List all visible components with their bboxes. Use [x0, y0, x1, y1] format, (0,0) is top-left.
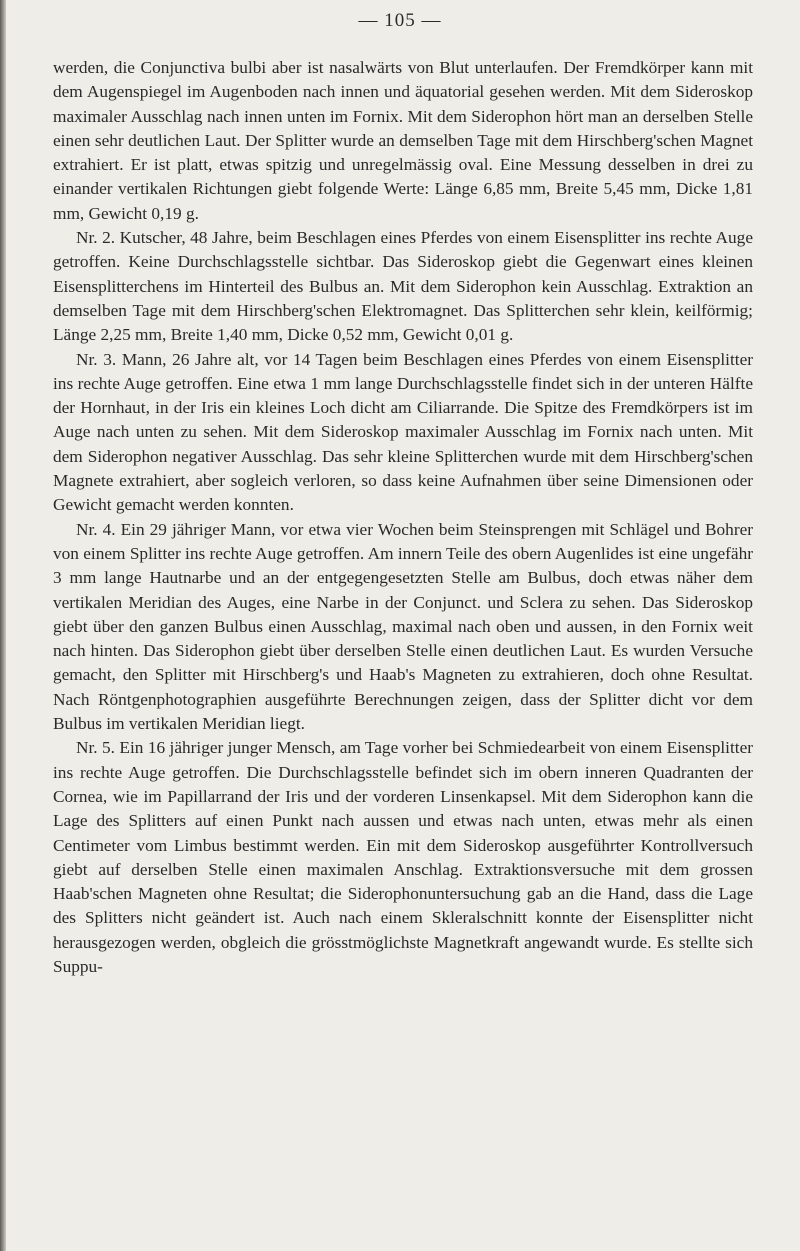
paragraph-case-5: Nr. 5. Ein 16 jähriger junger Mensch, am Tage vorher bei Schmiedearbeit von einem Eisensplitter ins rechte Auge getroffen. Die Durchschlagsstelle befindet sich im obern inneren Quadranten der Cornea, wie im Papillarrand der Iris und der vorderen Linsenkapsel. Mit dem Siderophon kann die Lage des Splitters auf einen Punkt nach aussen und etwas nach unten, etwas mehr als einen Centimeter vom Limbus bestimmt werden. Ein mit dem Sideroskop ausgeführter Kontrollversuch giebt auf derselben Stelle einen maximalen Anschlag. Extraktionsversuche mit dem grossen Haab'schen Magneten ohne Resultat; die Siderophonuntersuchung gab an die Hand, dass die Lage des Splitters nicht geändert ist. Auch nach einem Skleralschnitt konnte der Eisensplitter nicht herausgezogen werden, obgleich die grösstmöglichste Magnetkraft angewandt wurde. Es stellte sich Suppu-: [53, 738, 753, 976]
page-binding-edge: [0, 0, 6, 1251]
page-number: — 105 —: [358, 10, 442, 31]
body-text: [53, 56, 753, 979]
paragraph-case-2: Nr. 2. Kutscher, 48 Jahre, beim Beschlagen eines Pferdes von einem Eisensplitter ins rechte Auge getroffen. Keine Durchschlagsstelle sichtbar. Das Sideroskop giebt die Gegenwart eines kleinen Eisensplitterchens im Hinterteil des Bulbus an. Mit dem Siderophon kein Ausschlag. Extraktion an demselben Tage mit dem Hirschberg'schen Elektromagnet. Das Splitterchen sehr klein, keilförmig; Länge 2,25 mm, Breite 1,40 mm, Dicke 0,52 mm, Gewicht 0,01 g.: [53, 228, 753, 345]
paragraph-case-3: Nr. 3. Mann, 26 Jahre alt, vor 14 Tagen beim Beschlagen eines Pferdes von einem Eisensplitter ins rechte Auge getroffen. Eine etwa 1 mm lange Durchschlagsstelle findet sich in der unteren Hälfte der Hornhaut, in der Iris ein kleines Loch dicht am Ciliarrande. Die Spitze des Fremdkörpers ist im Auge nach unten zu sehen. Mit dem Sideroskop maximaler Ausschlag im Fornix nach unten. Mit dem Siderophon negativer Ausschlag. Das sehr kleine Splitterchen wurde mit dem Hirschberg'schen Magnete extrahiert, aber sogleich verloren, so dass keine Aufnahmen über seine Dimensionen oder Gewicht gemacht werden konnten.: [53, 349, 753, 515]
paragraph-case-4: Nr. 4. Ein 29 jähriger Mann, vor etwa vier Wochen beim Steinsprengen mit Schlägel und Bohrer von einem Splitter ins rechte Auge getroffen. Am innern Teile des obern Augenlides ist eine ungefähr 3 mm lange Hautnarbe und an der entgegengesetzten Stelle am Bulbus, doch etwas näher dem vertikalen Meridian des Auges, eine Narbe in der Conjunct. und Sclera zu sehen. Das Sideroskop giebt über den ganzen Bulbus einen Ausschlag, maximal nach oben und aussen, in den Fornix weit nach hinten. Das Siderophon giebt über derselben Stelle einen deutlichen Laut. Es wurden Versuche gemacht, den Splitter mit Hirschberg's und Haab's Magneten zu extrahieren, doch ohne Resultat. Nach Röntgenphotographien ausgeführte Berechnungen zeigen, dass der Splitter dicht vor dem Bulbus im vertikalen Meridian liegt.: [53, 519, 753, 734]
paragraph-continued: werden, die Conjunctiva bulbi aber ist nasalwärts von Blut unterlaufen. Der Fremdkörper kann mit dem Augenspiegel im Augenboden nach innen und äquatorial gesehen werden. Mit dem Sideroskop maximaler Ausschlag nach innen unten im Fornix. Mit dem Siderophon hört man an derselben Stelle einen sehr deutlichen Laut. Der Splitter wurde an demselben Tage mit dem Hirschberg'schen Magnet extrahiert. Er ist platt, etwas spitzig und unregelmässig oval. Eine Messung desselben in drei zu einander vertikalen Richtungen giebt folgende Werte: Länge 6,85 mm, Breite 5,45 mm, Dicke 1,81 mm, Gewicht 0,19 g.: [53, 58, 753, 223]
